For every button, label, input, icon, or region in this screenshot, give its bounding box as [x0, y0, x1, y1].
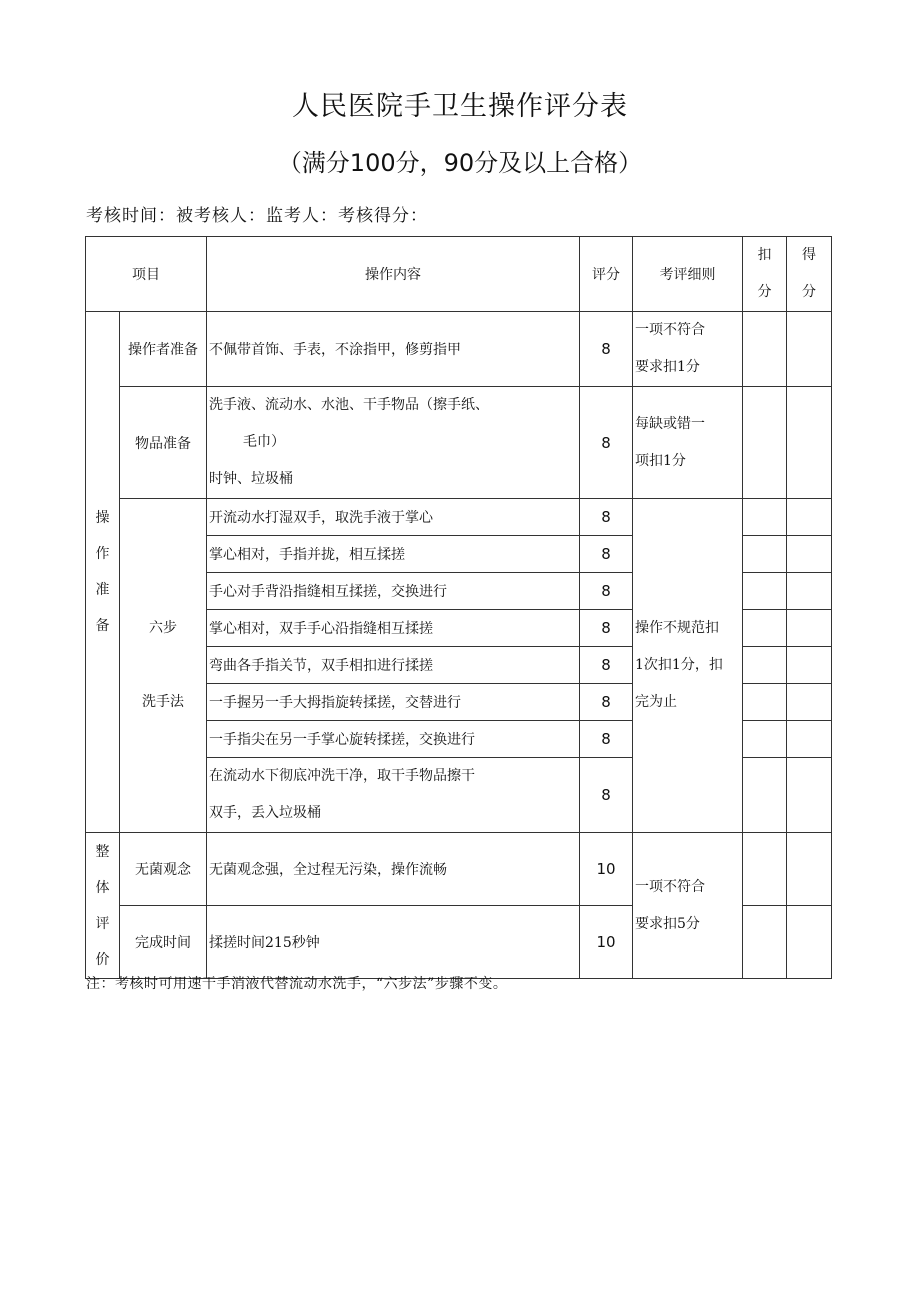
got-cell[interactable]: [787, 387, 832, 499]
content-cell: 开流动水打湿双手，取洗手液于掌心: [207, 499, 580, 536]
section-label-char: 体: [95, 879, 110, 896]
header-deduct: [743, 237, 787, 312]
score-cell: 8: [580, 536, 633, 573]
content-cell: [207, 758, 580, 833]
deduct-cell[interactable]: [743, 610, 787, 647]
table-row: [86, 387, 832, 499]
got-cell[interactable]: [787, 312, 832, 387]
sub-item-six-step: [120, 499, 207, 833]
header-got: [787, 237, 832, 312]
content-line: 时钟、垃圾桶: [209, 471, 293, 487]
got-cell[interactable]: [787, 499, 832, 536]
score-cell: 8: [580, 312, 633, 387]
deduct-cell[interactable]: [743, 906, 787, 979]
content-line: 毛巾）: [243, 434, 285, 450]
score-cell: 8: [580, 647, 633, 684]
criteria-cell: [633, 833, 743, 979]
sub-item-line: 六步: [149, 620, 177, 636]
deduct-cell[interactable]: [743, 833, 787, 906]
section-label-overall: [86, 833, 120, 979]
header-score: 评分: [580, 237, 633, 312]
page-subtitle: （满分100分，90分及以上合格）: [277, 149, 643, 177]
deduct-cell[interactable]: [743, 684, 787, 721]
criteria-line: 完为止: [635, 694, 677, 710]
criteria-line: 每缺或错一: [635, 415, 705, 432]
exam-info-line: 考核时间：被考核人：监考人：考核得分：: [86, 206, 428, 226]
deduct-cell[interactable]: [743, 758, 787, 833]
deduct-cell[interactable]: [743, 573, 787, 610]
header-got-line2: 分: [802, 284, 816, 300]
content-cell: [207, 387, 580, 499]
sub-item-operator: 操作者准备: [120, 312, 207, 387]
sub-item-supplies: 物品准备: [120, 387, 207, 499]
criteria-line: 一项不符合: [635, 878, 705, 895]
criteria-cell: [633, 312, 743, 387]
criteria-cell: [633, 387, 743, 499]
footnote: 注：考核时可用速干手消液代替流动水洗手，“六步法”步骤不变。: [86, 976, 508, 992]
got-cell[interactable]: [787, 684, 832, 721]
header-got-line1: 得: [802, 247, 816, 263]
score-table: [85, 236, 832, 979]
table-row: [86, 833, 832, 906]
section-label-char: 作: [95, 546, 110, 562]
got-cell[interactable]: [787, 573, 832, 610]
sub-item-line: 洗手法: [142, 694, 184, 710]
sub-item-time: 完成时间: [120, 906, 207, 979]
deduct-cell[interactable]: [743, 312, 787, 387]
header-deduct-line1: 扣: [757, 247, 772, 263]
score-cell: 8: [580, 758, 633, 833]
table-row: [86, 312, 832, 387]
got-cell[interactable]: [787, 610, 832, 647]
content-cell: 弯曲各手指关节，双手相扣进行揉搓: [207, 647, 580, 684]
score-cell: 8: [580, 721, 633, 758]
criteria-line: 项扣1分: [635, 452, 686, 469]
content-line: 双手，丢入垃圾桶: [209, 805, 321, 821]
deduct-cell[interactable]: [743, 721, 787, 758]
score-cell: 8: [580, 610, 633, 647]
got-cell[interactable]: [787, 833, 832, 906]
table-row: [86, 499, 832, 536]
criteria-line: 要求扣1分: [635, 359, 700, 375]
content-cell: 一手握另一手大拇指旋转揉搓，交替进行: [207, 684, 580, 721]
criteria-line: 一项不符合: [635, 322, 705, 338]
section-label-char: 整: [95, 843, 110, 860]
page-title: 人民医院手卫生操作评分表: [292, 91, 628, 122]
deduct-cell[interactable]: [743, 647, 787, 684]
score-cell: 8: [580, 684, 633, 721]
content-cell: 不佩带首饰、手表，不涂指甲，修剪指甲: [207, 312, 580, 387]
header-item: 项目: [86, 237, 207, 312]
sub-item-aseptic: 无菌观念: [120, 833, 207, 906]
criteria-line: 操作不规范扣: [635, 620, 719, 636]
content-cell: 一手指尖在另一手掌心旋转揉搓，交换进行: [207, 721, 580, 758]
content-cell: 掌心相对，手指并拢，相互揉搓: [207, 536, 580, 573]
score-cell: 8: [580, 387, 633, 499]
got-cell[interactable]: [787, 758, 832, 833]
header-deduct-line2: 分: [757, 284, 772, 300]
section-label-char: 备: [95, 618, 110, 634]
content-line: 在流动水下彻底冲洗干净，取干手物品擦干: [209, 768, 475, 784]
criteria-line: 1次扣1分，扣: [635, 657, 723, 673]
section-label-char: 操: [95, 510, 110, 526]
content-cell: 无菌观念强，全过程无污染，操作流畅: [207, 833, 580, 906]
section-label-char: 准: [95, 582, 110, 598]
score-cell: 8: [580, 573, 633, 610]
section-label-char: 价: [95, 951, 110, 968]
header-row: [86, 237, 832, 312]
score-cell: 10: [580, 906, 633, 979]
deduct-cell[interactable]: [743, 387, 787, 499]
section-label-prep: [86, 312, 120, 833]
content-cell: 手心对手背沿指缝相互揉搓，交换进行: [207, 573, 580, 610]
header-criteria: 考评细则: [633, 237, 743, 312]
section-label-char: 评: [95, 915, 110, 932]
deduct-cell[interactable]: [743, 499, 787, 536]
got-cell[interactable]: [787, 906, 832, 979]
score-cell: 10: [580, 833, 633, 906]
score-cell: 8: [580, 499, 633, 536]
deduct-cell[interactable]: [743, 536, 787, 573]
got-cell[interactable]: [787, 536, 832, 573]
got-cell[interactable]: [787, 721, 832, 758]
header-content: 操作内容: [207, 237, 580, 312]
criteria-line: 要求扣5分: [635, 915, 700, 932]
criteria-cell: [633, 499, 743, 833]
content-cell: 掌心相对，双手手心沿指缝相互揉搓: [207, 610, 580, 647]
content-cell: 揉搓时间215秒钟: [207, 906, 580, 979]
content-line: 洗手液、流动水、水池、干手物品（擦手纸、: [209, 397, 489, 413]
got-cell[interactable]: [787, 647, 832, 684]
